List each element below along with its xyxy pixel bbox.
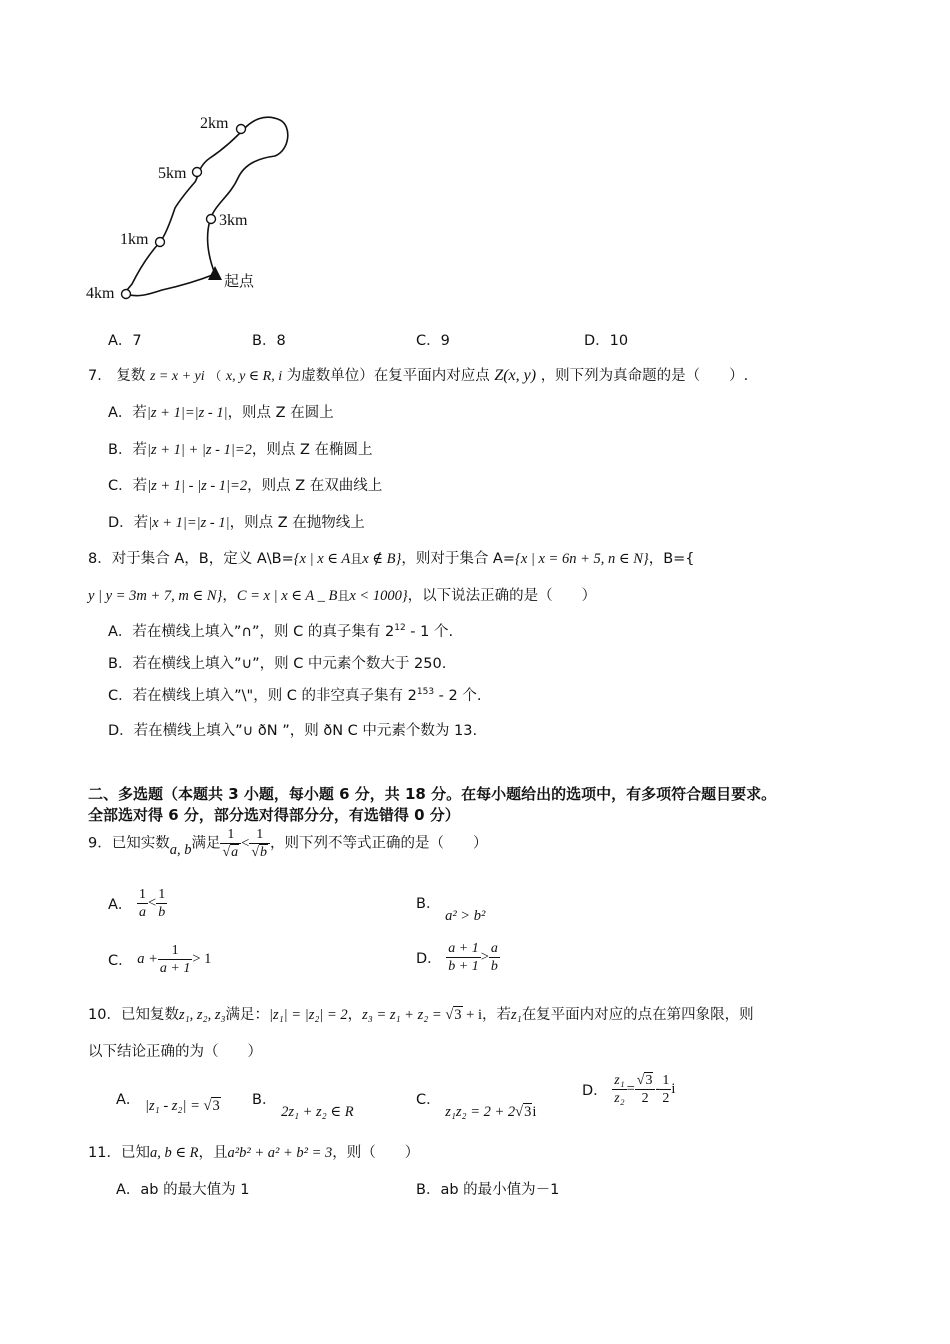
q6-option-b: B．8	[252, 333, 286, 349]
q8-set-a: {x | x = 6n + 5, n ∈ N}	[515, 551, 649, 567]
q7-number: 7．	[88, 368, 112, 384]
q10-cond2-rad: 3	[454, 1007, 462, 1023]
q7-cond-open: （	[209, 369, 222, 383]
q8-d-letter: D．	[108, 723, 134, 739]
section2-heading-line1: 二、多选题（本题共 3 小题，每小题 6 分，共 18 分。在每小题给出的选项中，有多项符合题目要求。	[88, 785, 777, 803]
q7-b-post: ，则点 Z 在椭圆上	[251, 442, 373, 458]
q7-d-post: ，则点 Z 在抛物线上	[229, 515, 365, 531]
q9-c-frac	[158, 942, 192, 977]
q8-b-letter: B．	[108, 656, 133, 672]
q10-d-frac2	[635, 1072, 656, 1107]
q9-option-d	[416, 940, 500, 975]
q9-d-frac2	[489, 940, 500, 975]
q9-lhs-frac	[220, 826, 241, 861]
marker-3km	[207, 215, 216, 224]
q7-c-post: ，则点 Z 在双曲线上	[247, 478, 383, 494]
q7-b-letter: B．	[108, 442, 133, 458]
q8-c-sup: 153	[416, 687, 435, 698]
q9-option-c	[108, 942, 211, 977]
q9-d-d1: b + 1	[448, 959, 479, 974]
q8-option-d	[108, 719, 477, 740]
q8-line2-and: 且	[337, 589, 350, 603]
q10-cond2-sqrt: √3	[445, 1007, 462, 1023]
q9-d-n2: a	[490, 941, 498, 956]
q7-stem-text-1: 复数	[116, 368, 146, 384]
q10-a-rad: 3	[212, 1098, 220, 1114]
q8-stem-line1	[88, 547, 695, 568]
q8-line2-b: ，以下说法正确的是（ ）	[407, 588, 597, 604]
q10-vars: z₁, z₂, z₃	[178, 1007, 226, 1023]
q9-a-d1: a	[139, 905, 147, 920]
q9-d-rel: >	[480, 949, 489, 965]
q11-stem	[88, 1141, 419, 1162]
q7-a-letter: A．	[108, 405, 133, 421]
q9-b-expr: a² > b²	[445, 908, 486, 924]
q10-option-b	[252, 1092, 354, 1120]
q11-stem-2: ，且	[198, 1145, 228, 1161]
q9-c-letter: C．	[108, 953, 133, 969]
q9-rhs-frac	[249, 826, 270, 861]
q9-stem	[88, 826, 488, 861]
q11-expr: a²b² + a² + b² = 3	[227, 1145, 333, 1161]
q7-option-c	[108, 474, 382, 495]
q10-d-tail: i	[671, 1081, 676, 1097]
label-1km: 1km	[120, 231, 149, 248]
q9-a-frac2	[156, 886, 167, 921]
q10-option-d	[582, 1072, 675, 1107]
q8-c-letter: C．	[108, 688, 133, 704]
q11-stem-1: 已知	[120, 1145, 150, 1161]
q7-d-pre: 若	[133, 515, 149, 531]
q9-vars: a, b	[169, 841, 192, 858]
q9-a-d2: b	[158, 905, 166, 920]
q10-b-letter: B．	[252, 1092, 277, 1108]
q10-c-letter: C．	[416, 1092, 441, 1108]
route-map-figure	[80, 108, 310, 318]
q8-stem-line2	[88, 584, 596, 605]
q9-rhs-den: b	[260, 845, 268, 860]
q10-cond1: |z₁| = |z₂| = 2	[269, 1007, 348, 1023]
q9-d-n1: a + 1	[448, 941, 479, 956]
label-2km: 2km	[200, 115, 229, 132]
q8-line2-a: ，	[222, 588, 237, 604]
q7-cond-close: 为虚数单位）在复平面内对应点	[286, 368, 490, 384]
q8-c-tail: - 2 个.	[434, 688, 482, 704]
q11-b-text: ab 的最小值为－1	[440, 1182, 560, 1198]
q10-stem-3: ，若	[482, 1007, 511, 1023]
q8-a-text: 若在横线上填入”∩”，则 C 的真子集有 2	[132, 624, 395, 640]
q8-c-text: 若在横线上填入”\"，则 C 的非空真子集有 2	[132, 688, 417, 704]
q10-stem-line2: 以下结论正确的为（ ）	[88, 1044, 262, 1060]
q9-a-rel: <	[148, 895, 157, 911]
marker-4km	[122, 290, 131, 299]
q8-line1-set: {x | x ∈ A	[293, 551, 351, 567]
q9-stem-3: ，则下列不等式正确的是（ ）	[270, 835, 488, 852]
q10-comma: ，	[347, 1007, 363, 1023]
q10-d-n1: z₁	[614, 1073, 625, 1088]
q6-option-d: D．10	[584, 333, 629, 349]
q10-b-expr: 2z₁ + z₂ ∈ R	[281, 1104, 354, 1120]
q10-a-sqrt: √3	[203, 1098, 220, 1114]
q6-option-a: A．7	[108, 333, 142, 349]
q7-b-expr: |z + 1| + |z - 1|=2	[146, 442, 252, 458]
q8-option-b	[108, 652, 446, 673]
q9-c-post: > 1	[192, 951, 212, 967]
q9-c-pre: a +	[137, 951, 158, 967]
q9-lhs-den-wrap: √a	[222, 845, 239, 860]
q8-set-c2: x < 1000}	[349, 588, 408, 604]
q10-d-frac3	[660, 1072, 671, 1107]
q9-rhs-den-wrap: √b	[251, 845, 268, 860]
q7-d-expr: |x + 1|=|z - 1|	[148, 515, 230, 531]
q8-b-text: 若在横线上填入”∪”，则 C 中元素个数大于 250.	[132, 656, 447, 672]
label-start: 起点	[224, 272, 255, 290]
q10-d-minus: -	[655, 1081, 661, 1097]
q10-d-letter: D．	[582, 1083, 608, 1099]
q8-a-sup: 12	[394, 623, 406, 634]
q8-line1-b: ，则对于集合 A=	[401, 551, 516, 567]
start-triangle-icon	[208, 266, 222, 280]
q9-lhs-den: a	[231, 845, 239, 860]
q8-line1-and: 且	[350, 552, 363, 566]
q8-line1-set2: x ∉ B}	[362, 551, 402, 567]
q7-stem	[88, 364, 748, 385]
q10-d-rad: 3	[645, 1073, 653, 1088]
q8-set-b: y | y = 3m + 7, m ∈ N}	[88, 588, 223, 604]
q11-option-b	[416, 1178, 559, 1199]
q10-d-d3: 2	[662, 1091, 670, 1106]
q10-stem-4: 在复平面内对应的点在第四象限，则	[521, 1007, 754, 1023]
q8-d-text: 若在横线上填入”∪ ðN ”，则 ðN C 中元素个数为 13.	[133, 723, 478, 739]
section2-heading-line2: 全部选对得 6 分，部分选对得部分分，有选错得 0 分）	[88, 806, 460, 824]
q10-c-expr-b: i	[532, 1104, 537, 1120]
q7-b-pre: 若	[132, 442, 147, 458]
q10-d-n3: 1	[662, 1073, 670, 1088]
q11-number: 11．	[88, 1145, 121, 1161]
q10-d-d2: 2	[641, 1091, 649, 1106]
q10-a-letter: A．	[116, 1092, 141, 1108]
q7-expr-z: z = x + yi	[149, 369, 205, 384]
q10-cond2-b: + i	[462, 1007, 482, 1023]
q11-a-text: ab 的最大值为 1	[140, 1182, 250, 1198]
q9-d-frac1	[446, 940, 480, 975]
q7-a-expr: |z + 1|=|z - 1|	[146, 405, 228, 421]
q11-stem-3: ，则（ ）	[332, 1145, 420, 1161]
q9-a-n2: 1	[158, 887, 166, 902]
q10-cond2-a: z₃ = z₁ + z₂ =	[362, 1007, 446, 1023]
q8-a-tail: - 1 个.	[405, 624, 454, 640]
q9-b-letter: B．	[416, 896, 441, 912]
q10-d-d1: z₂	[614, 1091, 625, 1106]
q7-option-b	[108, 438, 373, 459]
label-3km: 3km	[219, 212, 248, 229]
q9-d-d2: b	[490, 959, 498, 974]
q9-option-a	[108, 886, 167, 921]
marker-2km	[237, 125, 246, 134]
q8-number: 8．	[88, 551, 112, 567]
q8-line1-a: 对于集合 A，B，定义 A\B=	[111, 551, 294, 567]
q8-a-letter: A．	[108, 624, 133, 640]
q7-a-post: ，则点 Z 在圆上	[227, 405, 334, 421]
q8-option-a	[108, 620, 453, 641]
q7-c-expr: |z + 1| - |z - 1|=2	[147, 478, 248, 494]
q9-number: 9．	[88, 835, 112, 852]
q9-lhs-num: 1	[220, 826, 241, 844]
route-path	[123, 117, 287, 295]
q8-line1-c: ，B={	[648, 551, 695, 567]
q7-option-d	[108, 511, 365, 532]
marker-1km	[156, 238, 165, 247]
q10-stem-line1	[88, 1003, 754, 1024]
q10-c-sqrt: √3	[515, 1104, 532, 1120]
q11-a-letter: A．	[116, 1182, 141, 1198]
marker-5km	[193, 168, 202, 177]
q9-a-frac1	[137, 886, 148, 921]
q7-c-pre: 若	[132, 478, 148, 494]
q9-stem-1: 已知实数	[111, 835, 170, 852]
q10-c-rad: 3	[524, 1104, 532, 1120]
q7-c-letter: C．	[108, 478, 133, 494]
q9-a-letter: A．	[108, 897, 133, 913]
q7-option-a	[108, 401, 334, 422]
q11-option-a	[116, 1178, 249, 1199]
q10-z1: z₁	[511, 1007, 522, 1023]
q9-d-letter: D．	[416, 951, 442, 967]
q9-option-b	[416, 896, 486, 924]
label-4km: 4km	[86, 285, 115, 302]
q10-a-expr: |z₁ - z₂| =	[145, 1098, 204, 1114]
q10-stem-2: 满足：	[225, 1007, 270, 1023]
q7-point: Z(x, y)	[494, 367, 537, 384]
q9-stem-2: 满足	[191, 835, 221, 852]
q7-stem-text-2: ，则下列为真命题的是（ ）.	[540, 368, 749, 384]
q10-option-a	[116, 1094, 221, 1115]
q10-c-expr-a: z₁z₂ = 2 + 2	[445, 1104, 516, 1120]
q9-c-d: a + 1	[159, 961, 191, 976]
q10-d-n2: √3	[635, 1072, 656, 1090]
q11-vars: a, b ∈ R	[149, 1145, 199, 1161]
q10-option-c	[416, 1092, 537, 1120]
q10-number: 10．	[88, 1007, 121, 1023]
q8-option-c	[108, 684, 481, 705]
q6-option-c: C．9	[416, 333, 450, 349]
q9-c-n: 1	[158, 942, 192, 960]
q10-d-frac1	[612, 1072, 626, 1107]
label-5km: 5km	[158, 165, 187, 182]
q11-b-letter: B．	[416, 1182, 441, 1198]
q10-stem-1: 已知复数	[120, 1007, 179, 1023]
q9-rel: <	[241, 835, 250, 852]
q9-a-n1: 1	[139, 887, 147, 902]
q7-cond-expr: x, y ∈ R, i	[225, 369, 283, 384]
q10-d-eq: =	[626, 1081, 635, 1097]
q8-set-c: C = x | x ∈ A _ B	[236, 588, 338, 604]
q7-d-letter: D．	[108, 515, 134, 531]
q9-rhs-num: 1	[249, 826, 270, 844]
q7-a-pre: 若	[132, 405, 147, 421]
